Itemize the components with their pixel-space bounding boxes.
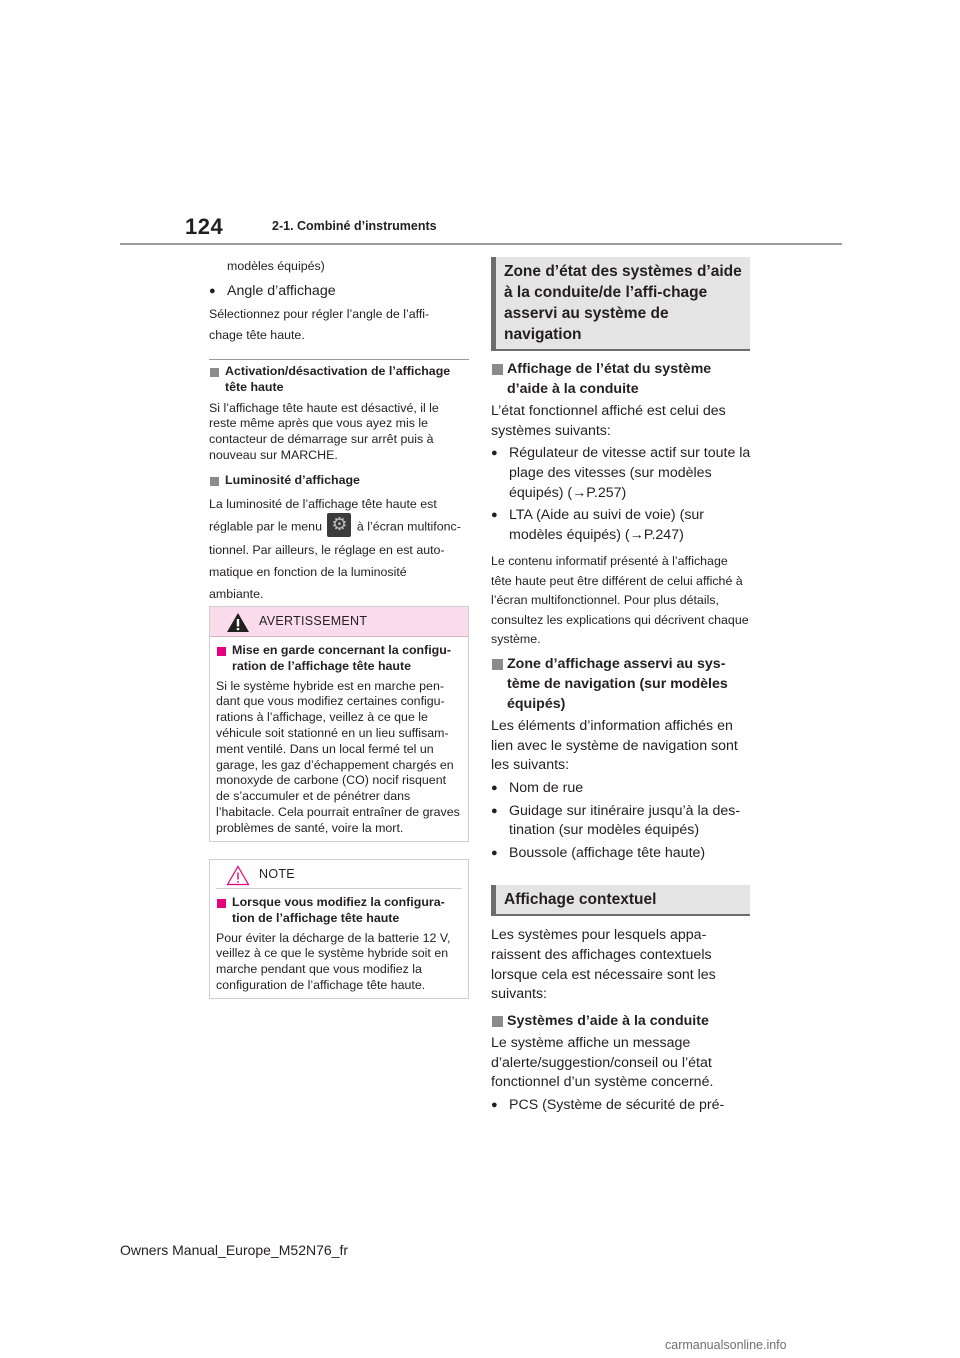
warning-header	[210, 607, 468, 637]
continued-text: modèles équipés)	[227, 259, 325, 273]
nav-bullet-1-label: Nom de rue	[509, 779, 584, 796]
warning-heading: Mise en garde concernant la configu-ration de l’affichage tête haute	[216, 643, 462, 675]
bullet-angle	[209, 282, 469, 302]
angle-description: Sélectionnez pour régler l’angle de l’affi-chage tête haute.	[209, 307, 430, 343]
etat-bullet-1	[491, 444, 751, 503]
nav-bullet-1	[491, 779, 751, 799]
zone-heading: Zone d’état des systèmes d’aide à la conduite/de l’affi-chage asservi au système de navigation	[491, 257, 750, 351]
contextuel-text: Les systèmes pour lesquels appa-raissent des affichages contextuels lorsque cela est nécessaire sont les suivants:	[491, 927, 716, 1003]
note-header	[216, 860, 462, 889]
footer-text: Owners Manual_Europe_M52N76_fr	[120, 1242, 349, 1258]
note-box	[209, 859, 469, 999]
caution-triangle-icon	[226, 865, 250, 886]
nav-bullet-2-label: Guidage sur itinéraire jusqu’à la des-tination (sur modèles équipés)	[509, 802, 741, 839]
nav-bullet-3	[491, 844, 751, 864]
nav-text: Les éléments d’information affichés en lien avec le système de navigation sont les suivants:	[491, 718, 738, 774]
etat-heading: Affichage de l’état du système d’aide à la conduite	[491, 360, 751, 399]
activation-heading: Activation/désactivation de l’affichage tête haute	[209, 364, 469, 396]
etat-bullet-2-label: LTA (Aide au suivi de voie) (sur modèles équipés) (→P.247)	[509, 507, 705, 543]
aide-text: Le système affiche un message d’alerte/suggestion/conseil ou l’état fonctionnel d’un système concerné.	[491, 1035, 714, 1091]
right-column	[491, 257, 751, 1116]
header-divider	[120, 243, 842, 245]
luminosite-text-pre: La luminosité de l’affichage tête haute est réglable par le menu	[209, 496, 437, 533]
aide-bullet-label: PCS (Système de sécurité de pré-	[509, 1097, 725, 1114]
etat-bullet-2	[491, 506, 751, 545]
contextuel-heading: Affichage contextuel	[491, 885, 750, 916]
warning-text: Si le système hybride est en marche pen-dant que vous modifiez certaines configu-rations à l’affichage, veillez à ce que le véhicule soit stationné en un lieu suffisam-ment ventilé. Dans un local fermé tel un garage, les gaz d’échappement chargés en monoxyde de carbone (CO) nocif risquent de s’accumuler et de pénétrer dans l’habitacle. Cela pourrait entraîner de graves problèmes de santé, voire la mort.	[216, 678, 460, 835]
warning-label: AVERTISSEMENT	[259, 614, 368, 628]
gear-icon	[327, 513, 351, 537]
warning-box	[209, 606, 469, 842]
nav-bullet-3-label: Boussole (affichage tête haute)	[509, 844, 706, 861]
nav-bullet-2	[491, 802, 751, 841]
subsection-divider	[209, 359, 469, 360]
section-title: 2-1. Combiné d’instruments	[272, 219, 437, 233]
page-number: 124	[185, 214, 224, 239]
warning-triangle-icon	[226, 612, 250, 633]
bullet-angle-label: Angle d’affichage	[227, 282, 336, 299]
nav-heading: Zone d’affichage asservi au sys-tème de navigation (sur modèles équipés)	[491, 655, 751, 714]
luminosite-heading: Luminosité d’affichage	[209, 473, 469, 489]
luminosite-text-post: à l’écran multifonc-tionnel. Par ailleurs, le réglage en est auto-matique en fonction de la luminosité ambiante.	[209, 518, 461, 601]
etat-text: L’état fonctionnel affiché est celui des systèmes suivants:	[491, 403, 726, 439]
activation-text: Si l’affichage tête haute est désactivé, il le reste même après que vous ayez mis le contacteur de démarrage sur arrêt puis à nouveau sur MARCHE.	[209, 400, 439, 463]
left-column	[209, 257, 469, 605]
note-text: Pour éviter la décharge de la batterie 12 V, veillez à ce que le système hybride soit en marche pendant que vous modifiez la configuration de l’affichage tête haute.	[216, 930, 451, 992]
etat-bullet-1-label: Régulateur de vitesse actif sur toute la plage des vitesses (sur modèles équipés) (→P.257)	[509, 445, 751, 501]
aide-heading: Systèmes d’aide à la conduite	[491, 1012, 751, 1032]
aide-bullet	[491, 1096, 751, 1116]
etat-note: Le contenu informatif présenté à l’affichage tête haute peut être différent de celui affiché à l’écran multifonctionnel. Pour plus détails, consultez les explications qui décrivent chaque système.	[491, 554, 749, 646]
luminosite-text	[209, 493, 464, 605]
note-heading: Lorsque vous modifiez la configura-tion de l’affichage tête haute	[216, 895, 462, 927]
note-label: NOTE	[259, 867, 295, 881]
watermark: carmanualsonline.info	[665, 1338, 787, 1352]
